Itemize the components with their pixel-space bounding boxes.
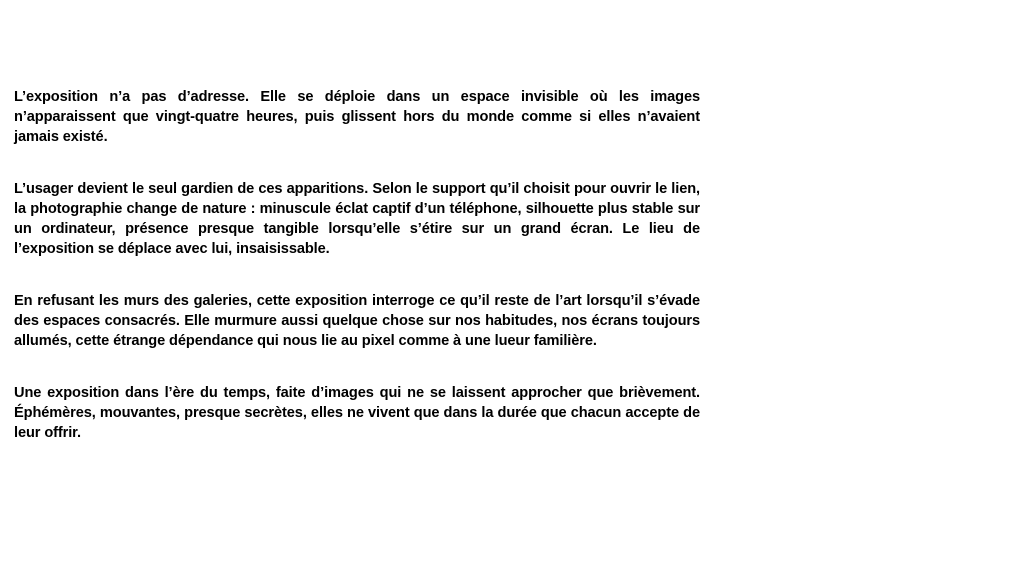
article-body (14, 87, 700, 475)
paragraph-intro: L’exposition n’a pas d’adresse. Elle se déploie dans un espace invisible où les images n’apparaissent que vingt-quatre heures, puis glissent hors du monde comme si elles n’avaient jamais existé. (14, 89, 700, 145)
paragraph-gallery-walls: En refusant les murs des galeries, cette exposition interroge ce qu’il reste de l’art lorsqu’il s’évade des espaces consacrés. Elle murmure aussi quelque chose sur nos habitudes, nos écrans toujours allumés, cette étrange dépendance qui nous lie au pixel comme à une lueur familière. (14, 293, 700, 349)
paragraph-user-guardian: L’usager devient le seul gardien de ces apparitions. Selon le support qu’il choisit pour ouvrir le lien, la photographie change de nature : minuscule éclat captif d’un téléphone, silhouette plus stable sur un ordinateur, présence presque tangible lorsqu’elle s’étire sur un grand écran. Le lieu de l’exposition se déplace avec lui, insaisissable. (14, 181, 700, 257)
paragraph-conclusion: Une exposition dans l’ère du temps, faite d’images qui ne se laissent approcher que brièvement. Éphémères, mouvantes, presque secrètes, elles ne vivent que dans la durée que chacun accepte de leur offrir. (14, 385, 700, 441)
